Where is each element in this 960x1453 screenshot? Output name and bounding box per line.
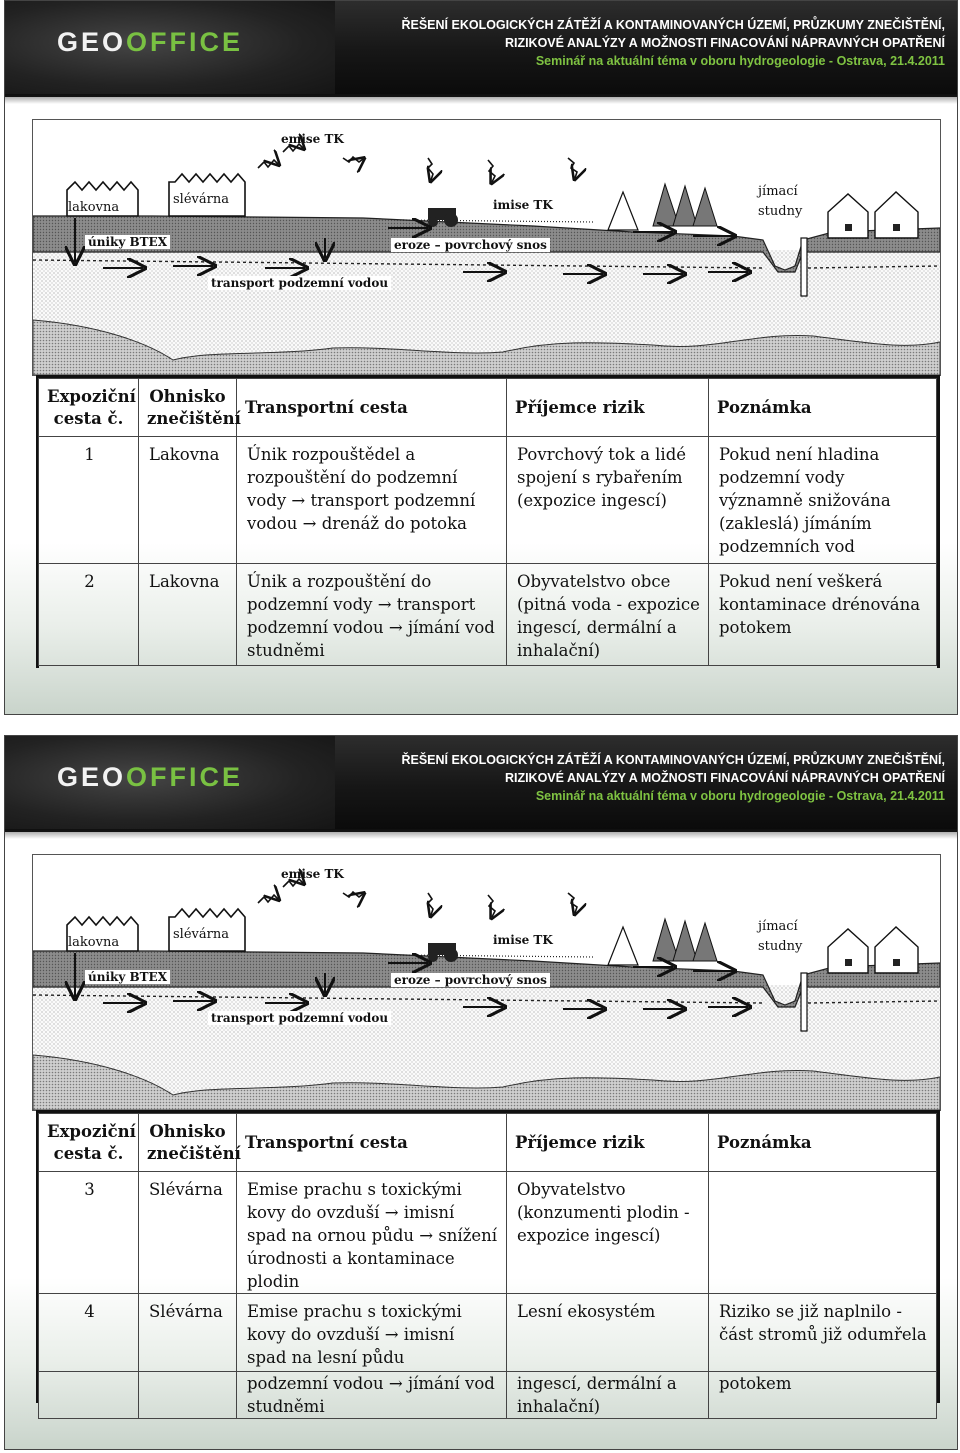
geooffice-logo: GEOOFFICE: [57, 762, 244, 792]
table-row: 1 Lakovna Únik rozpouštědel a rozpouštění do podzemní vody → transport podzemní vodou → drenáž do potoka Povrchový tok a lidé spojení s rybařením (expozice ingescí) Pokud není hladina podzemní vody významně snižována (zakleslá) jímáním podzemních vod: [39, 437, 937, 564]
label-emise: emise TK: [281, 132, 344, 146]
table-row-overlap: podzemní vodou → jímání vod studněmi ingescí, dermální a inhalační) potokem: [39, 1372, 937, 1419]
label-jimaci: jímací: [758, 184, 798, 199]
label-lakovna: lakovna: [68, 200, 120, 215]
slide-2: [4, 735, 958, 1450]
header-line-3: Seminář na aktuální téma v oboru hydrogeologie - Ostrava, 21.4.2011: [535, 54, 945, 68]
label-slevarna: slévárna: [173, 192, 229, 207]
header-line-2: RIZIKOVÉ ANALÝZY A MOŽNOSTI FINACOVÁNÍ NÁPRAVNÝCH OPATŘENÍ: [504, 36, 945, 50]
label-transport: transport podzemní vodou: [208, 1011, 391, 1025]
contamination-diagram: [32, 854, 941, 1111]
header-bar: [5, 736, 957, 832]
header-text: [401, 16, 945, 70]
table-header: Expoziční cesta č. Ohnisko znečištění Transportní cesta Příjemce rizik Poznámka: [39, 1114, 937, 1172]
label-jimaci: jímací: [758, 919, 798, 934]
label-slevarna: slévárna: [173, 927, 229, 942]
table-row: 2 Lakovna Únik a rozpouštění do podzemní vody → transport podzemní vodou → jímání vod studněmi Obyvatelstvo obce (pitná voda - expozice ingescí, dermální a inhalační) Pokud není veškerá kontaminace drénována potokem: [39, 564, 937, 666]
label-uniky: úniky BTEX: [85, 970, 170, 984]
header-text: [401, 751, 945, 805]
contamination-diagram: [32, 119, 941, 376]
label-emise: emise TK: [281, 867, 344, 881]
label-studny: studny: [758, 939, 803, 954]
header-bar: [5, 1, 957, 97]
exposure-table-1: [38, 378, 937, 666]
logo-panel: [5, 736, 335, 829]
logo-panel: [5, 1, 335, 94]
label-lakovna: lakovna: [68, 935, 120, 950]
label-eroze: eroze – povrchový snos: [391, 973, 550, 987]
table-row: 4 Slévárna Emise prachu s toxickými kovy do ovzduší → imisní spad na lesní půdu Lesní ekosystém Riziko se již naplnilo - část stromů již odumřela: [39, 1294, 937, 1372]
header-line-1: ŘEŠENÍ EKOLOGICKÝCH ZÁTĚŽÍ A KONTAMINOVANÝCH ÚZEMÍ, PRŮZKUMY ZNEČIŠTĚNÍ,: [401, 753, 945, 767]
exposure-table-2: [38, 1113, 937, 1419]
header-line-1: ŘEŠENÍ EKOLOGICKÝCH ZÁTĚŽÍ A KONTAMINOVANÝCH ÚZEMÍ, PRŮZKUMY ZNEČIŠTĚNÍ,: [401, 18, 945, 32]
label-imise: imise TK: [493, 933, 553, 947]
table-header: Expoziční cesta č. Ohnisko znečištění Transportní cesta Příjemce rizik Poznámka: [39, 379, 937, 437]
geooffice-logo: GEOOFFICE: [57, 27, 244, 57]
header-line-3: Seminář na aktuální téma v oboru hydrogeologie - Ostrava, 21.4.2011: [535, 789, 945, 803]
label-eroze: eroze – povrchový snos: [391, 238, 550, 252]
header-line-2: RIZIKOVÉ ANALÝZY A MOŽNOSTI FINACOVÁNÍ NÁPRAVNÝCH OPATŘENÍ: [504, 771, 945, 785]
label-imise: imise TK: [493, 198, 553, 212]
table-row: 3 Slévárna Emise prachu s toxickými kovy do ovzduší → imisní spad na ornou půdu → snížení úrodnosti a kontaminace plodin Obyvatelstvo (konzumenti plodin - expozice ingescí): [39, 1172, 937, 1294]
label-transport: transport podzemní vodou: [208, 276, 391, 290]
label-uniky: úniky BTEX: [85, 235, 170, 249]
label-studny: studny: [758, 204, 803, 219]
slide-1: [4, 0, 958, 715]
